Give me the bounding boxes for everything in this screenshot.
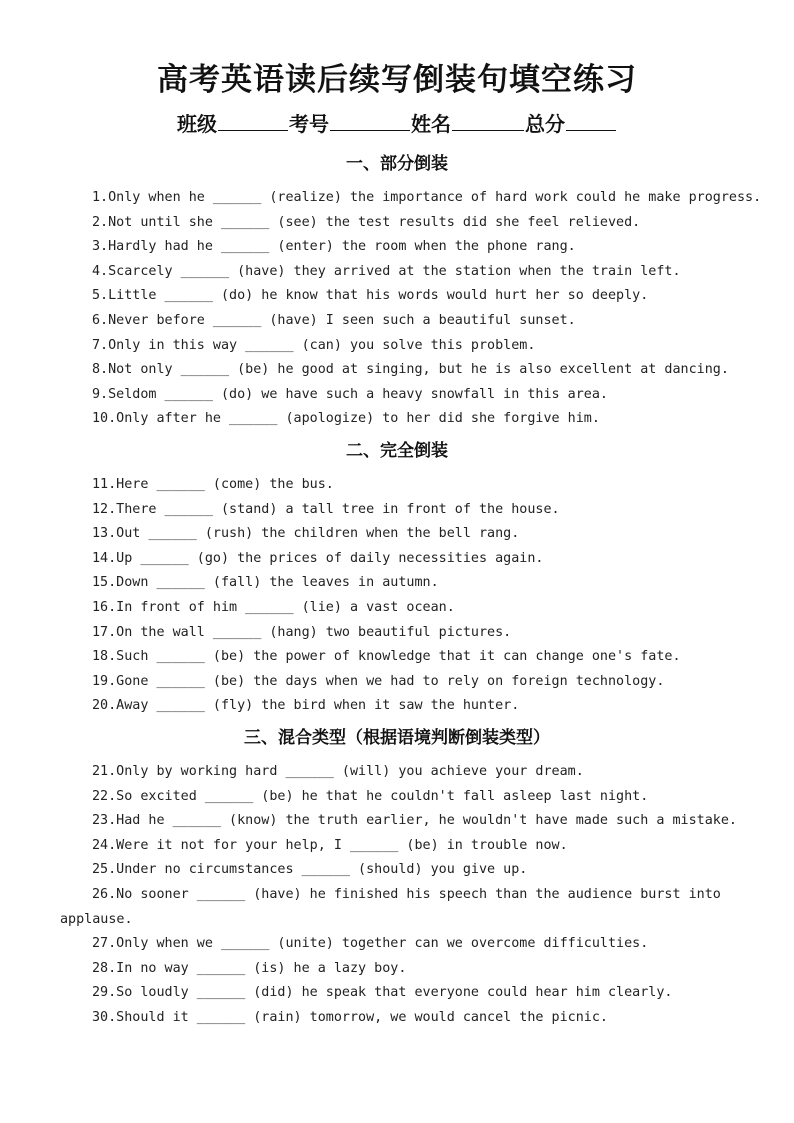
section-heading-mixed-types: 三、混合类型（根据语境判断倒装类型）: [244, 728, 550, 748]
question-item: 29.So loudly ______ (did) he speak that everyone could hear him clearly.: [92, 985, 673, 1001]
question-item: 5.Little ______ (do) he know that his words would hurt her so deeply.: [92, 288, 649, 304]
question-item: 18.Such ______ (be) the power of knowledge that it can change one's fate.: [92, 649, 681, 665]
class-label: 班级: [177, 112, 217, 136]
question-item: 26.No sooner ______ (have) he finished his speech than the audience burst into applause.: [60, 887, 721, 927]
question-item: 13.Out ______ (rush) the children when the bell rang.: [92, 526, 520, 542]
question-item: 9.Seldom ______ (do) we have such a heavy snowfall in this area.: [92, 386, 608, 402]
question-item: 14.Up ______ (go) the prices of daily necessities again.: [92, 550, 544, 566]
number-label: 考号: [289, 112, 329, 136]
question-item: 10.Only after he ______ (apologize) to her did she forgive him.: [92, 411, 600, 427]
question-item: 15.Down ______ (fall) the leaves in autumn.: [92, 575, 439, 591]
question-item: 12.There ______ (stand) a tall tree in front of the house.: [92, 501, 560, 517]
question-item: 4.Scarcely ______ (have) they arrived at the station when the train left.: [92, 263, 681, 279]
question-item: 30.Should it ______ (rain) tomorrow, we would cancel the picnic.: [92, 1010, 608, 1025]
question-item: 17.On the wall ______ (hang) two beautiful pictures.: [92, 624, 512, 640]
question-item: 24.Were it not for your help, I ______ (be) in trouble now.: [92, 837, 568, 853]
page-title: 高考英语读后续写倒装句填空练习: [157, 62, 637, 98]
question-item: 19.Gone ______ (be) the days when we had to rely on foreign technology.: [92, 673, 665, 689]
question-item: 16.In front of him ______ (lie) a vast ocean.: [92, 600, 455, 615]
name-label: 姓名: [411, 112, 451, 136]
student-info-line: [0, 109, 794, 139]
section-heading-partial-inversion: 一、部分倒装: [346, 154, 448, 174]
question-item: 23.Had he ______ (know) the truth earlier, he wouldn't have made such a mistake.: [92, 813, 737, 829]
question-item: 21.Only by working hard ______ (will) you achieve your dream.: [92, 764, 584, 779]
question-item: 1.Only when he ______ (realize) the importance of hard work could he make progress.: [92, 190, 762, 205]
question-item: 3.Hardly had he ______ (enter) the room when the phone rang.: [92, 239, 576, 255]
question-item: 28.In no way ______ (is) he a lazy boy.: [92, 960, 407, 976]
question-item: 11.Here ______ (come) the bus.: [92, 477, 334, 492]
question-item: 22.So excited ______ (be) he that he couldn't fall asleep last night.: [92, 788, 649, 804]
question-item: 25.Under no circumstances ______ (should) you give up.: [92, 862, 528, 878]
score-blank: [566, 110, 616, 131]
question-item: 8.Not only ______ (be) he good at singing, but he is also excellent at dancing.: [92, 362, 729, 378]
question-item: 27.Only when we ______ (unite) together can we overcome difficulties.: [92, 936, 649, 952]
name-blank: [452, 110, 524, 131]
question-item: 6.Never before ______ (have) I seen such a beautiful sunset.: [92, 313, 576, 328]
question-item: 20.Away ______ (fly) the bird when it saw the hunter.: [92, 698, 520, 714]
class-blank: [218, 110, 288, 131]
section-heading-full-inversion: 二、完全倒装: [346, 441, 448, 461]
number-blank: [330, 110, 410, 131]
question-item: 2.Not until she ______ (see) the test results did she feel relieved.: [92, 214, 641, 230]
score-label: 总分: [525, 112, 565, 136]
question-item: 7.Only in this way ______ (can) you solve this problem.: [92, 337, 536, 353]
